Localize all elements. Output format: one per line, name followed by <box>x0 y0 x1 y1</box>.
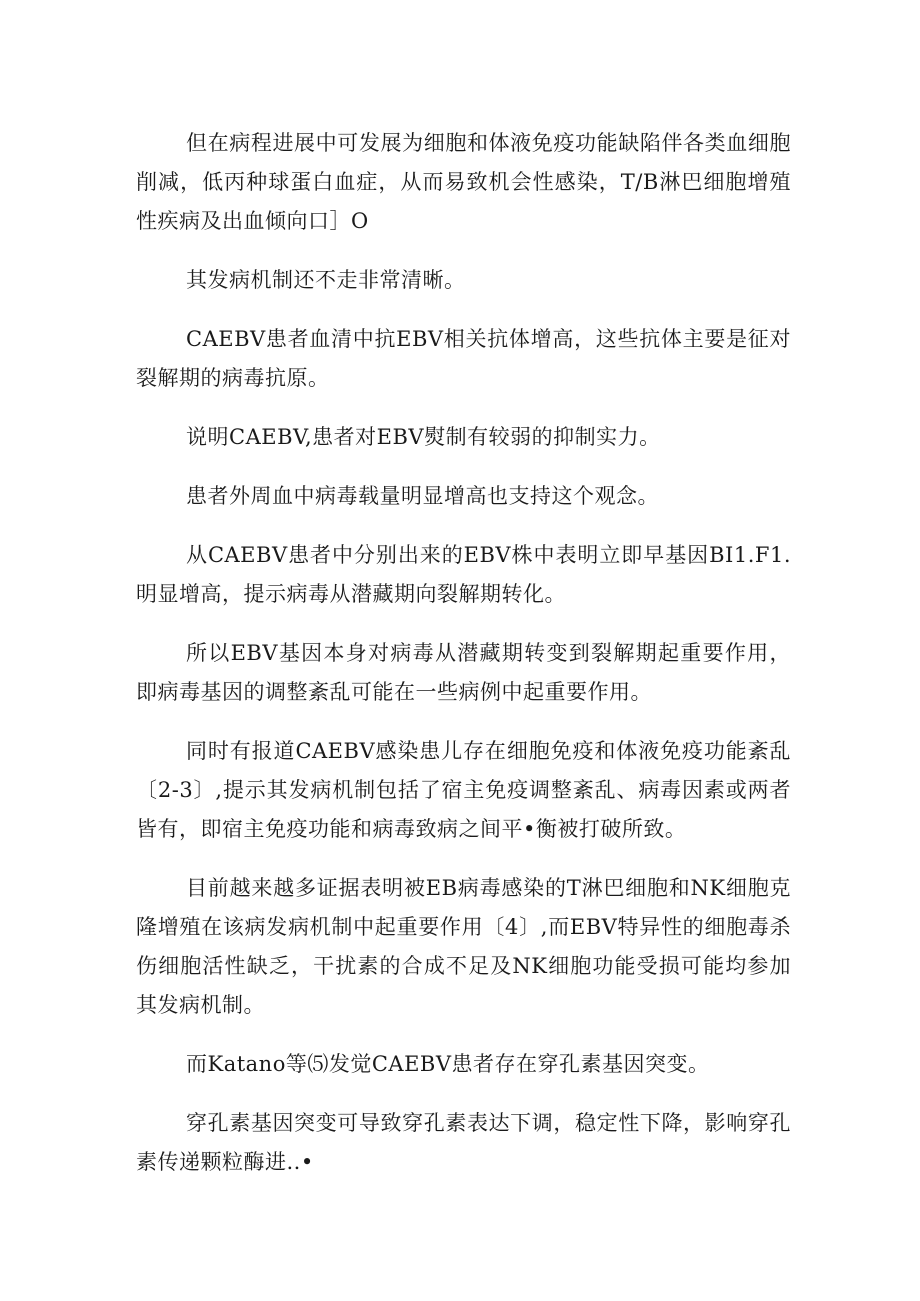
paragraph-10: 而Katano等⑸发觉CAEBV患者存在穿孔素基因突变。 <box>186 1052 710 1076</box>
paragraph-5: 患者外周血中病毒载量明显增高也支持这个观念。 <box>186 484 659 508</box>
paragraph-4: 说明CAEBV,患者对EBV熨制有较弱的抑制实力。 <box>186 425 661 449</box>
paragraph-3: CAEBV患者血清中抗EBV相关抗体增高，这些抗体主要是征对裂解期的病毒抗原。 <box>136 327 791 390</box>
paragraph-7: 所以EBV基因本身对病毒从潜藏期转变到裂解期起重要作用，即病毒基因的调整紊乱可能在一些病例中起重要作用。 <box>136 641 791 704</box>
paragraph-2: 其发病机制还不走非常清晰。 <box>186 268 466 292</box>
paragraph-9: 目前越来越多证据表明被EB病毒感染的T淋巴细胞和NK细胞克隆增殖在该病发病机制中起重要作用〔4〕,而EBV特异性的细胞毒杀伤细胞活性缺乏，干扰素的合成不足及NK细胞功能受损可能均参加其发病机制。 <box>136 876 791 1017</box>
paragraph-6: 从CAEBV患者中分别出来的EBV株中表明立即早基因BI1.F1.明显增高，提示病毒从潜藏期向裂解期转化。 <box>136 543 791 606</box>
paragraph-11: 穿孔素基因突变可导致穿孔素表达下调，稳定性下降，影响穿孔素传递颗粒酶进..• <box>136 1111 791 1174</box>
paragraph-8: 同时有报道CAEBV感染患儿存在细胞免疫和体液免疫功能紊乱〔2-3〕,提示其发病机制包括了宿主免疫调整紊乱、病毒因素或两者皆有，即宿主免疫功能和病毒致病之间平•衡被打破所致。 <box>136 739 791 841</box>
document-body <box>136 124 791 1202</box>
paragraph-1: 但在病程进展中可发展为细胞和体液免疫功能缺陷伴各类血细胞削减，低丙种球蛋白血症，从而易致机会性感染，T/B淋巴细胞增殖性疾病及出血倾向口］O <box>136 131 791 233</box>
